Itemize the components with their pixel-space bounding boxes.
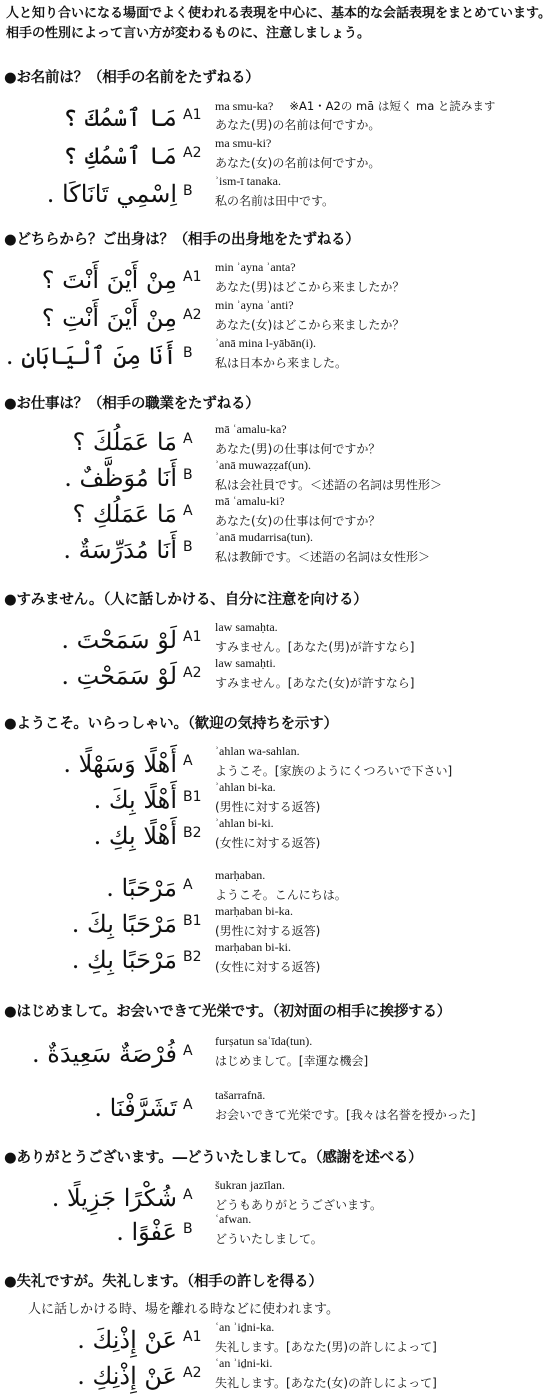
phrase-row <box>0 176 560 212</box>
transliteration: ma smu-ki? <box>215 136 272 150</box>
transliteration: marḥaban bi-ka. <box>215 904 293 918</box>
speaker-label: A2 <box>183 1365 202 1381</box>
speaker-label: A <box>183 753 193 769</box>
phrase-row <box>0 460 560 496</box>
phrase-row <box>0 622 560 658</box>
transliteration: ʾahlan bi-ki. <box>215 816 274 830</box>
arabic-phrase: مَا ٱسْمُكَ ؟ <box>63 104 177 132</box>
japanese-translation: 私は会社員です。＜述語の名詞は男性形＞ <box>215 478 443 492</box>
phrase-row <box>0 818 560 854</box>
section-title-nice-to-meet: ●はじめまして。お会いできて光栄です。（初対面の相手に挨拶する） <box>4 1004 452 1020</box>
phrase-row <box>0 782 560 818</box>
speaker-label: B <box>183 183 193 199</box>
transliteration: ʿan ʾiḏni-ki. <box>215 1356 273 1370</box>
phrase-row <box>0 138 560 174</box>
speaker-label: A <box>183 431 193 447</box>
japanese-translation: (女性に対する返答) <box>215 960 321 974</box>
japanese-translation: あなた(男)はどこから来ましたか？ <box>215 280 405 294</box>
arabic-phrase: مَا ٱسْمُكِ ؟ <box>63 142 177 170</box>
speaker-label: B2 <box>183 949 202 965</box>
intro-text: 人と知り合いになる場面でよく使われる表現を中心に、基本的な会話表現をまとめています。相手の性別によって言い方が変わるものに、注意しましょう。 <box>6 6 551 41</box>
japanese-translation: あなた(男)の仕事は何ですか？ <box>215 442 381 456</box>
japanese-translation: (男性に対する返答) <box>215 924 321 938</box>
phrase-row <box>0 532 560 568</box>
arabic-phrase: اِسْمِي تَانَاكَا . <box>46 180 177 208</box>
japanese-translation: あなた(男)の名前は何ですか。 <box>215 118 381 132</box>
arabic-phrase: أَنَا مُوَظَّفٌ . <box>64 464 177 492</box>
arabic-phrase: مِنْ أَيْنَ أَنْتِ ؟ <box>41 304 177 332</box>
phrase-row <box>0 262 560 298</box>
transliteration: ʿafwan. <box>215 1212 252 1226</box>
japanese-translation: 私は日本から来ました。 <box>215 356 348 370</box>
transliteration: min ʾayna ʾanta? <box>215 260 296 274</box>
transliteration: ʾanā mina l-yābān(i). <box>215 336 316 350</box>
japanese-translation: 失礼します。[あなた(女)の許しによって] <box>215 1376 437 1390</box>
japanese-translation: ようこそ。こんにちは。 <box>215 888 347 902</box>
transliteration: ʾahlan wa-sahlan. <box>215 744 300 758</box>
transliteration: ʾahlan bi-ka. <box>215 780 276 794</box>
speaker-label: B1 <box>183 789 202 805</box>
speaker-label: A2 <box>183 307 202 323</box>
speaker-label: A <box>183 1187 193 1203</box>
japanese-translation: (男性に対する返答) <box>215 800 321 814</box>
speaker-label: A1 <box>183 107 202 123</box>
phrase-row <box>0 424 560 460</box>
phrase-row <box>0 338 560 374</box>
arabic-phrase: لَوْ سَمَحْتِ . <box>61 662 177 690</box>
speaker-label: A <box>183 877 193 893</box>
arabic-phrase: عَنْ إِذْنِكِ . <box>77 1362 177 1390</box>
transliteration: min ʾayna ʾanti? <box>215 298 294 312</box>
japanese-translation: すみません。[あなた(男)が許すなら] <box>215 640 415 654</box>
phrase-row <box>0 1322 560 1358</box>
arabic-phrase: تَشَرَّفْنَا . <box>94 1094 177 1122</box>
japanese-translation: 失礼します。[あなた(男)の許しによって] <box>215 1340 437 1354</box>
section-title-name: ●お名前は？（相手の名前をたずねる） <box>4 70 260 86</box>
arabic-phrase: لَوْ سَمَحْتَ . <box>61 626 177 654</box>
phrase-row <box>0 496 560 532</box>
transliteration: ʿan ʾiḏni-ka. <box>215 1320 275 1334</box>
speaker-label: B <box>183 467 193 483</box>
phrase-row <box>0 906 560 942</box>
speaker-label: A <box>183 1097 193 1113</box>
phrase-row <box>0 100 560 136</box>
japanese-translation: お会いできて光栄です。[我々は名誉を授かった] <box>215 1108 476 1122</box>
transliteration: šukran jazīlan. <box>215 1178 285 1192</box>
japanese-translation: 私は教師です。＜述語の名詞は女性形＞ <box>215 550 431 564</box>
section-title-pardon: ●失礼ですが。失礼します。（相手の許しを得る） <box>4 1274 323 1290</box>
speaker-label: B2 <box>183 825 202 841</box>
arabic-phrase: عَنْ إِذْنِكَ . <box>77 1326 177 1354</box>
japanese-translation: どうもありがとうございます。 <box>215 1198 383 1212</box>
transliteration: furṣatun saʿīda(tun). <box>215 1034 313 1048</box>
japanese-translation: すみません。[あなた(女)が許すなら] <box>215 676 415 690</box>
section-title-welcome: ●ようこそ。いらっしゃい。（歓迎の気持ちを示す） <box>4 716 338 732</box>
transliteration: ʾanā mudarrisa(tun). <box>215 530 313 544</box>
transliteration: law samaḥti. <box>215 656 276 670</box>
phrase-row <box>0 1214 560 1250</box>
speaker-label: A1 <box>183 1329 202 1345</box>
transliteration: ʾism-ī tanaka. <box>215 174 281 188</box>
transliteration: marḥaban. <box>215 868 266 882</box>
speaker-label: B <box>183 1221 193 1237</box>
arabic-phrase: مَا عَمَلُكِ ؟ <box>72 500 177 528</box>
arabic-phrase: مَرْحَبًا . <box>106 874 177 902</box>
speaker-label: B <box>183 345 193 361</box>
japanese-translation: 私の名前は田中です。 <box>215 194 335 208</box>
phrase-row <box>0 1358 560 1394</box>
phrase-row <box>0 746 560 782</box>
speaker-label: A2 <box>183 665 202 681</box>
section-title-origin: ●どちらから？ご出身は？（相手の出身地をたずねる） <box>4 232 360 248</box>
section-title-excuse-me: ●すみません。（人に話しかける、自分に注意を向ける） <box>4 592 368 608</box>
speaker-label: A1 <box>183 269 202 285</box>
speaker-label: A1 <box>183 629 202 645</box>
arabic-phrase: أَنَا مِنَ ٱلْيَابَانِ . <box>5 342 177 370</box>
transliteration: marḥaban bi-ki. <box>215 940 291 954</box>
japanese-translation: はじめまして。[幸運な機会] <box>215 1054 369 1068</box>
japanese-translation: どういたしまして。 <box>215 1232 323 1246</box>
phrase-row <box>0 1180 560 1216</box>
japanese-translation: あなた(女)はどこから来ましたか？ <box>215 318 405 332</box>
phrase-row <box>0 658 560 694</box>
arabic-phrase: أَهْلًا وَسَهْلًا . <box>63 750 177 778</box>
phrase-row <box>0 870 560 906</box>
speaker-label: B1 <box>183 913 202 929</box>
arabic-phrase: مَرْحَبًا بِكَ . <box>71 910 177 938</box>
arabic-phrase: عَفْوًا . <box>116 1218 177 1246</box>
reading-note: ※A1・A2の mā は短く ma と読みます <box>289 99 496 113</box>
speaker-label: A <box>183 503 193 519</box>
arabic-phrase: شُكْرًا جَزِيلًا . <box>51 1184 177 1212</box>
japanese-translation: あなた(女)の仕事は何ですか？ <box>215 514 381 528</box>
speaker-label: A2 <box>183 145 202 161</box>
phrase-row <box>0 1090 560 1126</box>
speaker-label: B <box>183 539 193 555</box>
transliteration: mā ʿamalu-ki? <box>215 494 285 508</box>
section-title-thanks: ●ありがとうございます。―どういたしまして。（感謝を述べる） <box>4 1150 423 1166</box>
arabic-phrase: أَهْلًا بِكَ . <box>93 786 177 814</box>
section-note: 人に話しかける時、場を離れる時などに使われます。 <box>28 1302 339 1317</box>
japanese-translation: (女性に対する返答) <box>215 836 321 850</box>
transliteration: law samaḥta. <box>215 620 278 634</box>
arabic-phrase: أَهْلًا بِكِ . <box>93 822 177 850</box>
phrase-row <box>0 942 560 978</box>
japanese-translation: ようこそ。[家族のようにくつろいで下さい] <box>215 764 453 778</box>
arabic-phrase: أَنَا مُدَرِّسَةٌ . <box>63 536 177 564</box>
arabic-phrase: مَرْحَبًا بِكِ . <box>71 946 177 974</box>
arabic-phrase: مَا عَمَلُكَ ؟ <box>72 428 177 456</box>
transliteration: ʾanā muwaẓẓaf(un). <box>215 458 311 472</box>
phrase-row <box>0 300 560 336</box>
phrase-row <box>0 1036 560 1072</box>
transliteration: ma smu-ka? ※A1・A2の mā は短く ma と読みます <box>215 99 496 113</box>
transliteration: mā ʿamalu-ka? <box>215 422 287 436</box>
transliteration: tašarrafnā. <box>215 1088 266 1102</box>
section-title-job: ●お仕事は？（相手の職業をたずねる） <box>4 396 260 412</box>
japanese-translation: あなた(女)の名前は何ですか。 <box>215 156 381 170</box>
speaker-label: A <box>183 1043 193 1059</box>
arabic-phrase: مِنْ أَيْنَ أَنْتَ ؟ <box>41 266 177 294</box>
arabic-phrase: فُرْصَةٌ سَعِيدَةٌ . <box>32 1040 177 1068</box>
